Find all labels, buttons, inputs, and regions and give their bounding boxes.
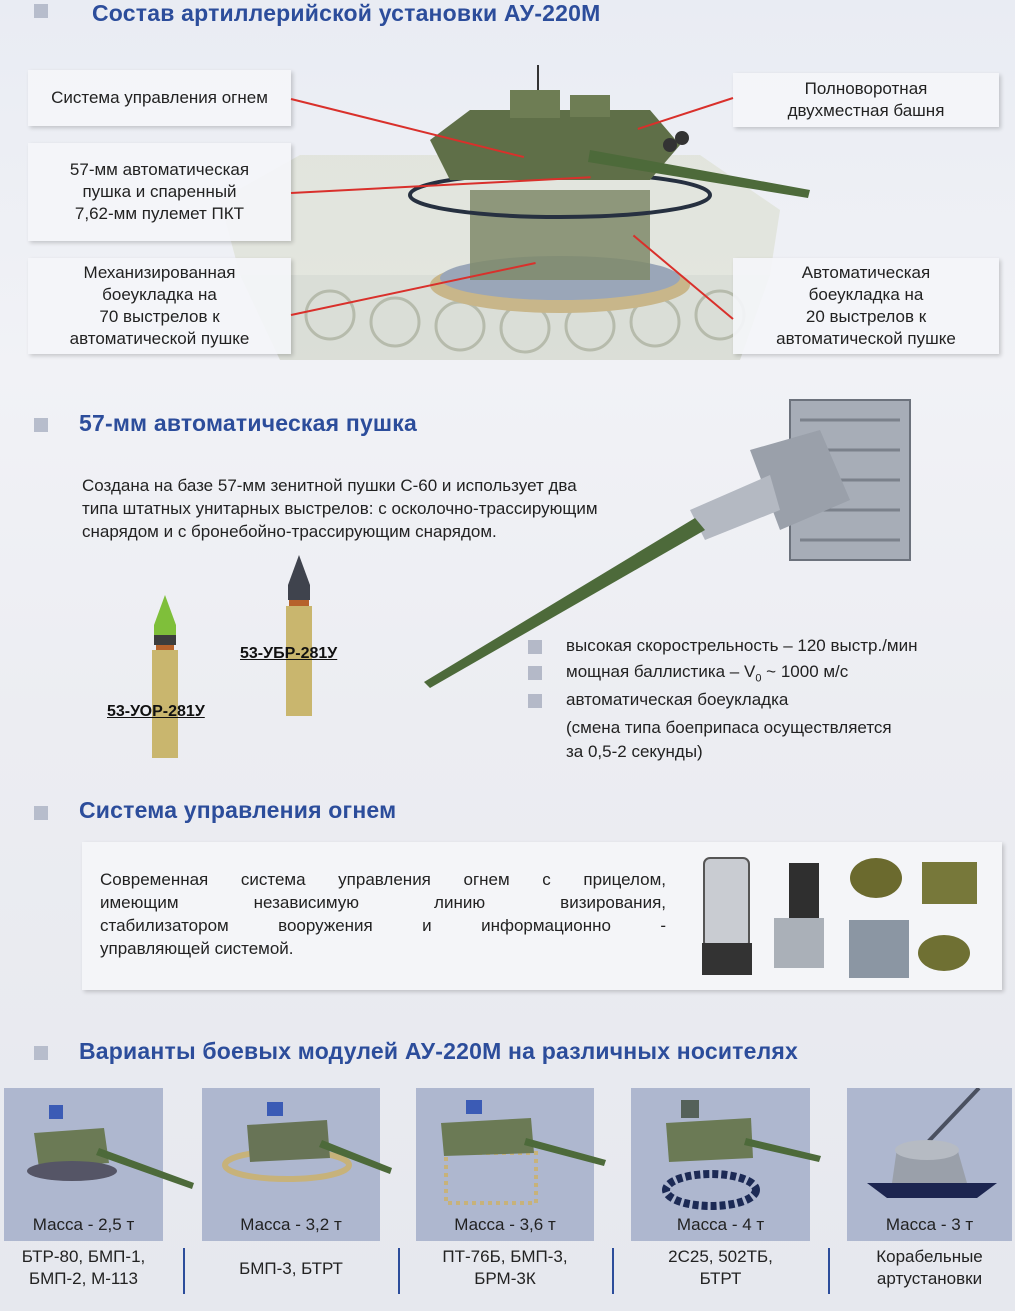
shell-label-ubr: 53-УБР-281У: [240, 645, 338, 662]
shell-label-uor: 53-УОР-281У: [107, 703, 205, 720]
callout-gun: 57-мм автоматическая пушка и спаренный 7,62-мм пулемет ПКТ: [28, 143, 291, 241]
module-illustration: [212, 1100, 392, 1200]
bullet-square: [528, 640, 542, 654]
fire-control-description: Современная система управления огнем с прицелом, имеющим независимую линию визирования, стабилизатором вооружения и информационно - управляющей системой.: [100, 870, 666, 958]
shell-ubr-illustration: [284, 555, 314, 720]
variant-carrier-4: 2С25, 502ТБ, БТРТ: [668, 1247, 773, 1288]
separator: [828, 1248, 830, 1294]
variant-tile-2: [202, 1088, 380, 1241]
callout-automatic-ammo: Автоматическая боеукладка на 20 выстрелов к автоматической пушке: [733, 258, 999, 354]
variant-mass: Масса - 2,5 т: [32, 1215, 135, 1234]
section-bullet: [34, 806, 48, 820]
variant-carrier-1: БТР-80, БМП-1, БМП-2, М-113: [21, 1247, 146, 1288]
section-bullet: [34, 4, 48, 18]
variant-mass: Масса - 3,2 т: [240, 1215, 342, 1234]
fire-control-panel: [82, 842, 1002, 990]
shell-uor-illustration: [150, 595, 180, 760]
variant-tile-4: [631, 1088, 810, 1241]
module-illustration: [14, 1103, 194, 1203]
fire-control-components-illustration: [694, 848, 994, 984]
callout-turret: Полноворотная двухместная башня: [733, 73, 999, 127]
bullet-square: [528, 666, 542, 680]
feature-auto-ammo-note: (смена типа боеприпаса осуществляется за 0,5-2 секунды): [566, 718, 892, 761]
section-title-composition: Состав артиллерийской установки АУ-220М: [92, 0, 601, 26]
separator: [398, 1248, 400, 1294]
separator: [183, 1248, 185, 1294]
callout-fire-control: Система управления огнем: [28, 70, 291, 126]
variant-mass: Масса - 3,6 т: [454, 1215, 556, 1234]
cannon-description: Создана на базе 57-мм зенитной пушки С-60 и использует два типа штатных унитарных выстрелов: с осколочно-трассирующим снарядом и с бронебойно-трассирующим снарядом.: [82, 476, 598, 541]
variant-tile-5: [847, 1088, 1012, 1241]
section-bullet: [34, 418, 48, 432]
variant-tile-1: [4, 1088, 163, 1241]
variant-mass: Масса - 3 т: [885, 1215, 974, 1234]
module-illustration: [426, 1098, 606, 1208]
section-title-fire-control: Система управления огнем: [79, 797, 397, 823]
variant-carrier-5: Корабельные артустановки: [876, 1247, 983, 1288]
section-title-cannon: 57-мм автоматическая пушка: [79, 410, 418, 436]
callout-mechanized-ammo: Механизированная боеукладка на 70 выстрелов к автоматической пушке: [28, 258, 291, 354]
variant-tile-3: [416, 1088, 594, 1241]
variant-carrier-2: БМП-3, БТРТ: [239, 1259, 343, 1278]
section-title-variants: Варианты боевых модулей АУ-220М на различных носителях: [79, 1038, 799, 1064]
module-illustration: [641, 1098, 821, 1213]
variant-carrier-3: ПТ-76Б, БМП-3, БРМ-3К: [442, 1247, 568, 1288]
bullet-square: [528, 694, 542, 708]
section-bullet: [34, 1046, 48, 1060]
separator: [612, 1248, 614, 1294]
variant-mass: Масса - 4 т: [676, 1215, 765, 1234]
module-illustration: [857, 1088, 1007, 1208]
